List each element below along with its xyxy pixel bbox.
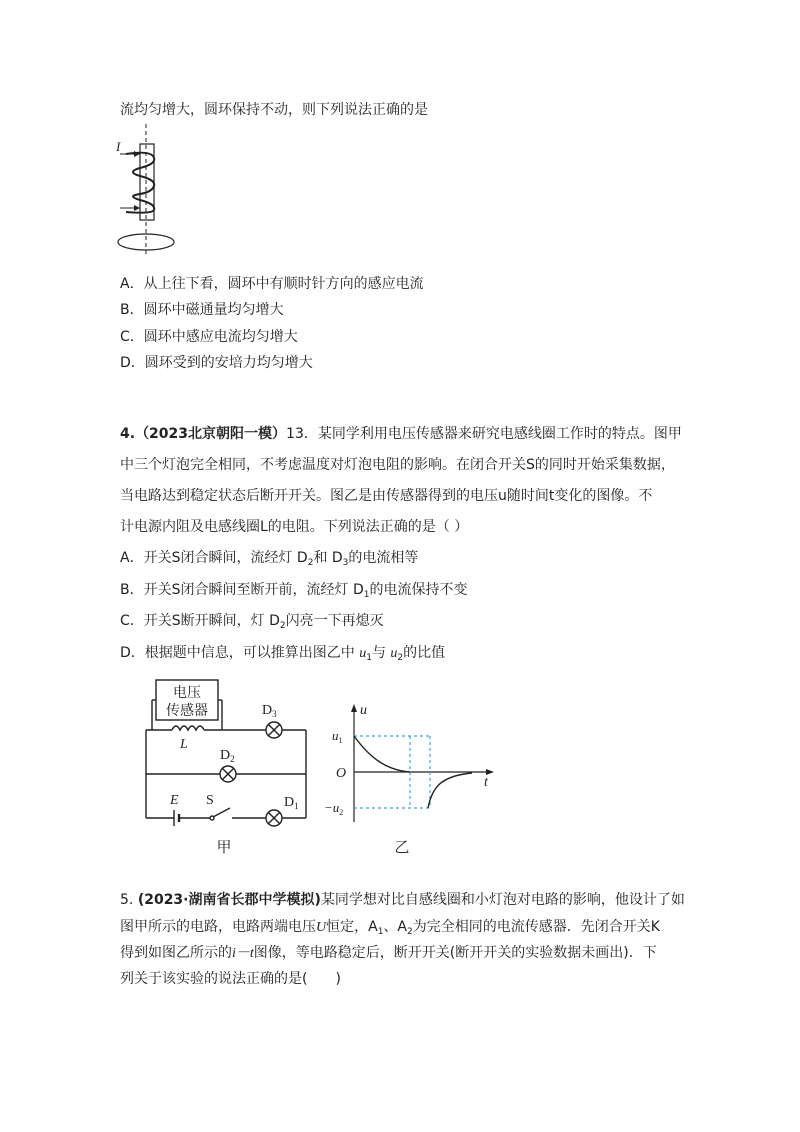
- q5-text: 图甲所示的电路，电路两端电压: [120, 919, 316, 935]
- q4-option-a: [120, 548, 418, 573]
- q3-option-c: [120, 327, 298, 347]
- option-text: 的电流保持不变: [369, 582, 468, 598]
- option-letter: C．: [120, 329, 144, 345]
- option-text: A．开关S闭合瞬间，流经灯 D: [120, 550, 308, 566]
- q4-stem-text: 13．某同学利用电压传感器来研究电感线圈工作时的特点。图甲: [286, 426, 682, 442]
- q4-stem-line-1: [120, 424, 682, 444]
- neg-u2-label: $-u_2$: [324, 800, 344, 817]
- q5-source: (2023·湖南省长郡中学模拟): [137, 892, 321, 908]
- lamp-d1-label: $D_1$: [284, 795, 299, 811]
- subscript: 2: [397, 653, 404, 663]
- option-text: 与: [371, 645, 391, 661]
- q5-text: 、A: [383, 919, 408, 935]
- u1-label: $u_1$: [332, 728, 343, 745]
- q5-line-1: [120, 890, 685, 910]
- q5-line-4: 列关于该实验的说法正确的是( ): [120, 971, 341, 987]
- sensor-label-line1: 电压: [173, 685, 201, 701]
- q3-option-b: [120, 300, 284, 320]
- q4-voltage-graph: [322, 700, 502, 860]
- q4-circuit-diagram: [140, 676, 320, 858]
- subscript: 1: [377, 927, 384, 937]
- lamp-d2-label: $D_2$: [220, 748, 235, 764]
- q4-stem-line-3: 当电路达到稳定状态后断开开关。图乙是由传感器得到的电压u随时间t变化的图像。不: [120, 488, 653, 504]
- subscript: 2: [307, 558, 314, 568]
- q4-option-b: [120, 580, 467, 605]
- subscript: 1: [366, 653, 372, 663]
- graph-caption: 乙: [394, 838, 410, 856]
- inductor-label: L: [180, 737, 188, 752]
- q5-text: 恒定，A: [326, 919, 378, 935]
- q5-text: 为完全相同的电流传感器．先闭合开关K: [412, 919, 660, 935]
- option-text: B．开关S闭合瞬间至断开前，流经灯 D: [120, 582, 364, 598]
- option-text: 和 D: [313, 550, 343, 566]
- q3-option-a: [120, 274, 424, 294]
- option-text: D．根据题中信息，可以推算出图乙中: [120, 645, 360, 661]
- switch-blade: [213, 808, 230, 817]
- variable: u: [390, 646, 398, 661]
- option-text: 圆环中磁通量均匀增大: [143, 302, 284, 318]
- option-letter: D．: [120, 355, 145, 371]
- option-text: 的比值: [403, 645, 446, 661]
- subscript: 2: [407, 927, 413, 937]
- option-text: 圆环中感应电流均匀增大: [143, 329, 298, 345]
- option-text: 从上往下看，圆环中有顺时针方向的感应电流: [143, 276, 424, 292]
- q5-number: 5.: [120, 892, 134, 908]
- subscript: 2: [279, 621, 286, 631]
- q4-option-c: [120, 611, 384, 636]
- q5-line-3: [120, 943, 657, 964]
- switch-label: S: [206, 793, 214, 808]
- decay-curve: [354, 736, 410, 772]
- q4-stem-line-2: 中三个灯泡完全相同，不考虑温度对灯泡电阻的影响。在闭合开关S的同时开始采集数据，: [120, 457, 675, 473]
- q5-text: 得到如图乙所示的: [120, 945, 232, 961]
- option-text: 的电流相等: [348, 550, 419, 566]
- variable: U: [316, 920, 327, 935]
- q3-stem-tail: 流均匀增大，圆环保持不动，则下列说法正确的是: [120, 102, 428, 118]
- emf-label: E: [170, 793, 179, 808]
- lamp-d3-label: $D_3$: [262, 703, 277, 719]
- q3-solenoid-figure: [112, 124, 192, 256]
- arrow-head: [134, 205, 140, 211]
- variable: i－t: [232, 946, 254, 961]
- option-letter: B．: [120, 302, 144, 318]
- q4-number: 4.: [120, 426, 136, 442]
- option-letter: A．: [120, 276, 144, 292]
- q4-stem-line-4: 计电源内阻及电感线圈L的电阻。下列说法正确的是（ ）: [120, 519, 469, 535]
- q5-text: 图像，等电路稳定后，断开开关(断开开关的实验数据未画出)．下: [253, 945, 657, 961]
- subscript: 3: [342, 558, 349, 568]
- option-text: C．开关S断开瞬间，灯 D: [120, 613, 280, 629]
- u-axis-arrow: [351, 704, 357, 712]
- q5-text: 某同学想对比自感线圈和小灯泡对电路的影响，他设计了如: [320, 892, 685, 908]
- u-axis-label: u: [360, 703, 367, 718]
- q3-option-d: [120, 353, 313, 373]
- q4-option-d: [120, 643, 445, 668]
- t-axis-label: t: [484, 775, 488, 790]
- inductor-coil: [172, 726, 204, 730]
- subscript: 1: [363, 590, 370, 600]
- reverse-curve: [428, 773, 472, 808]
- current-label-I: I: [116, 139, 121, 154]
- circuit-caption: 甲: [216, 838, 232, 856]
- variable: u: [359, 646, 367, 661]
- q5-line-2: [120, 917, 660, 942]
- option-text: 圆环受到的安培力均匀增大: [144, 355, 313, 371]
- q4-source: （2023北京朝阳一模）: [135, 426, 287, 442]
- sensor-label-line2: 传感器: [166, 703, 208, 719]
- option-text: 闪亮一下再熄灭: [285, 613, 384, 629]
- origin-label: O: [336, 766, 347, 781]
